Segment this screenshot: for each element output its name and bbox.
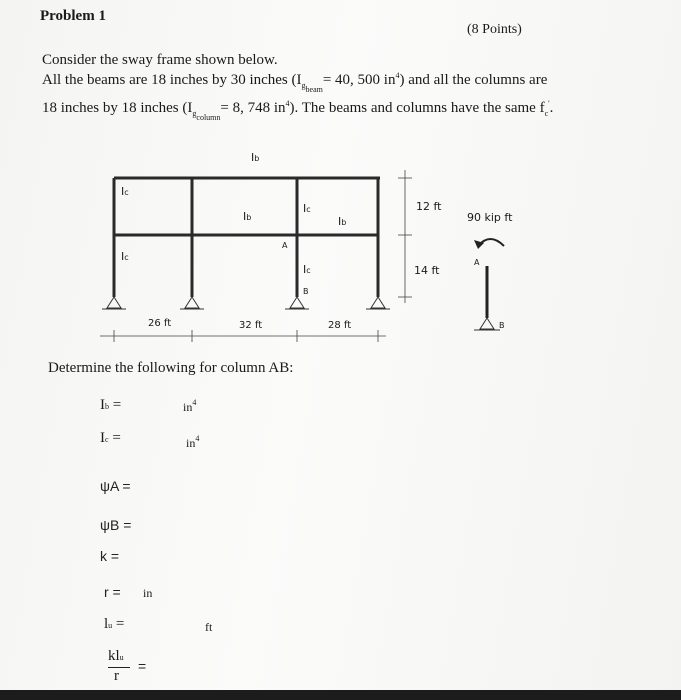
label-ib-floor: Ib [243,210,252,223]
psi-a-label: ψA = [100,478,131,494]
statement-line-2: All the beams are 18 inches by 30 inches ($I_{gbeam}= 40$, 500 $in^4$) and all the columns are [42,71,548,94]
klu-equals: = [138,658,147,674]
label-ic-col1-lower: Ic [121,250,129,263]
ib-answer-label: Ib = [100,397,122,413]
ic-unit: $in^4$ [186,434,200,450]
detail-pin-support [480,318,494,329]
lu-unit: ft [205,620,213,634]
lu-label: lu = [104,616,125,632]
pin-support-b [290,297,304,308]
klu-denominator: r [114,668,119,684]
psi-b-label: ψB = [100,517,132,533]
dim-lower-story: 14 ft [414,264,440,277]
label-ib-roof: Ib [251,151,260,164]
label-ic-col3-upper: Ic [303,202,311,215]
problem-title: Problem 1 [40,8,106,24]
dim-span-3: 28 ft [328,320,352,331]
ic-answer-label: Ic = [100,430,121,446]
label-joint-a: A [282,241,288,250]
dim-upper-story: 12 ft [416,200,442,213]
klu-numerator: klu [108,648,124,664]
label-ic-col1-upper: Ic [121,185,129,198]
ib-unit: $in^4$ [183,398,197,414]
dim-span-1: 26 ft [148,318,172,329]
detail-label-b: B [499,321,505,330]
question-prompt: Determine the following for column AB: [48,360,294,376]
k-label: k = [100,548,120,564]
statement-line-1: Consider the sway frame shown below. [42,52,278,68]
statement-line-3: 18 inches by 18 inches ($I_{gcolumn}= 8$, 748 $in^4$). The beams and columns have the same $f_c'$. [42,99,554,122]
problem-points: (8 Points) [467,22,522,37]
pin-support-4 [371,297,385,308]
label-joint-b: B [303,287,309,296]
detail-label-a: A [474,258,480,267]
dim-span-2: 32 ft [239,320,263,331]
pin-support-1 [107,297,121,308]
fraction-bar [108,667,130,668]
label-ic-col-ab: Ic [303,263,311,276]
moment-label: 90 kip ft [467,211,513,224]
r-label: r = [104,584,121,600]
r-unit: in [143,586,153,600]
pin-support-2 [185,297,199,308]
label-ib-floor-right: Ib [338,215,347,228]
